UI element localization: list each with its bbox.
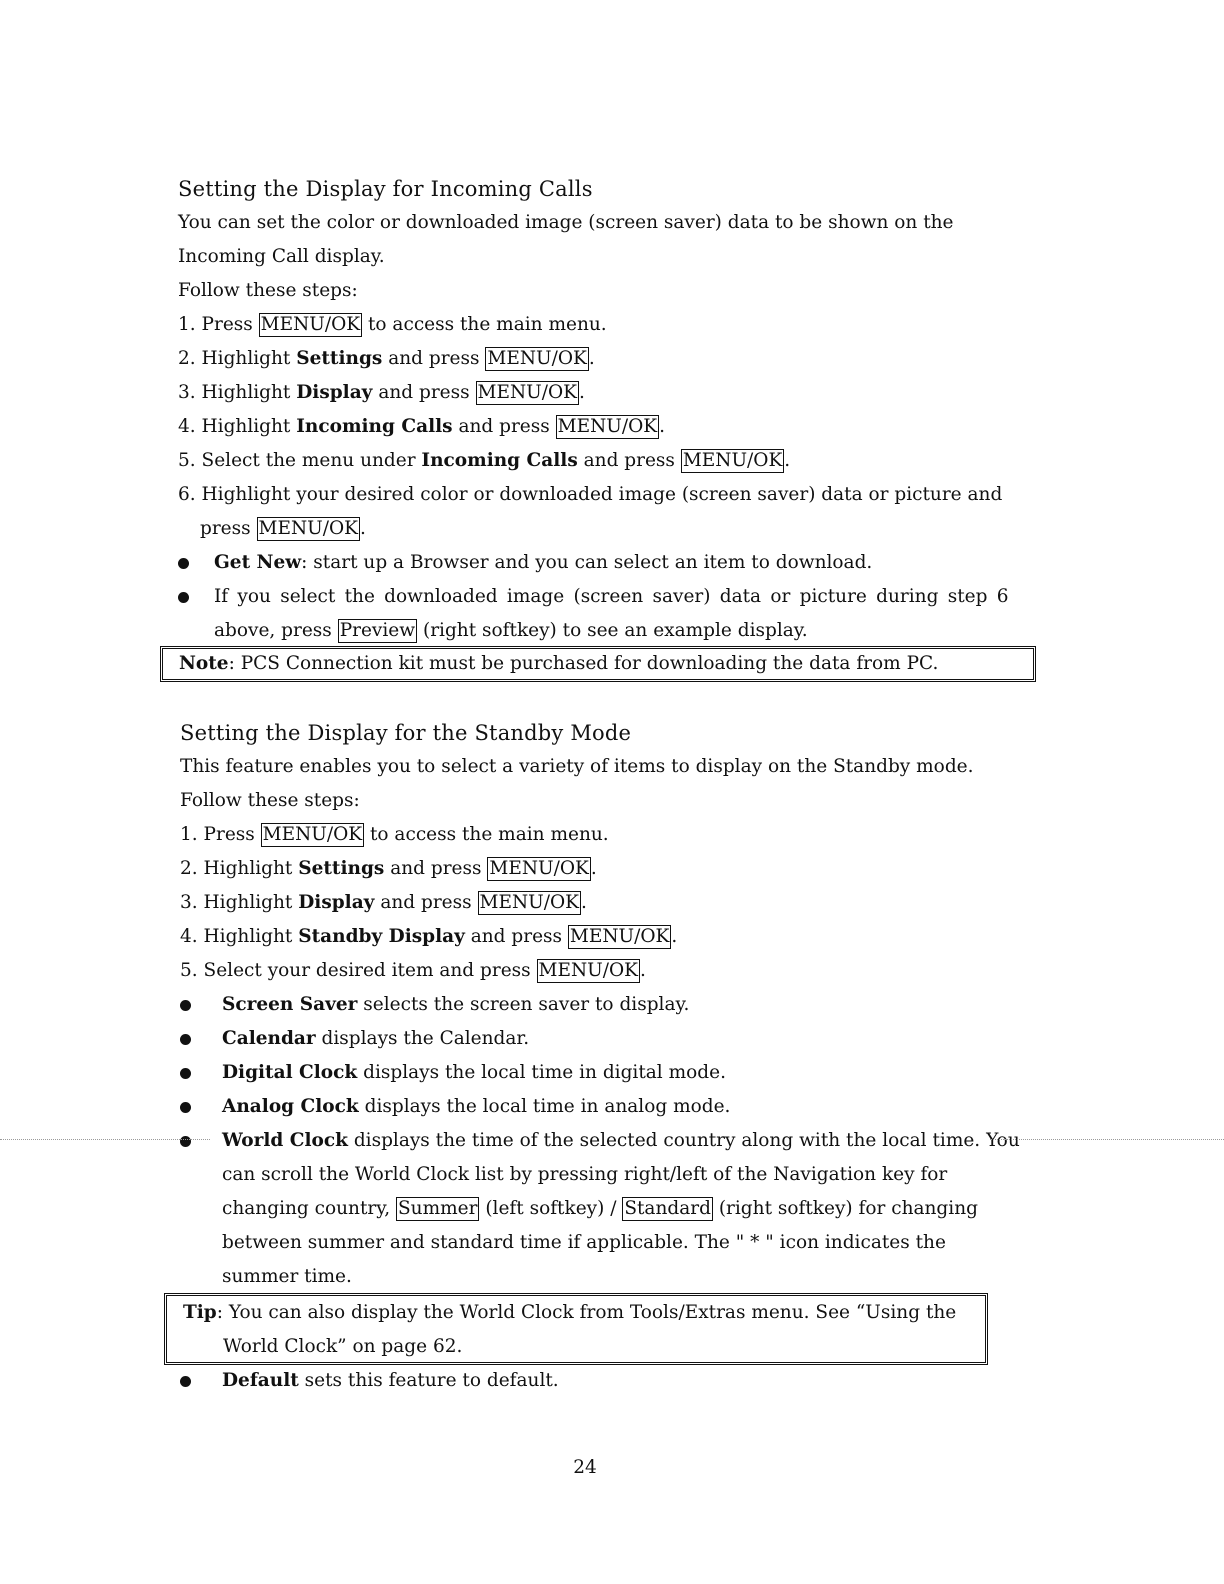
bullet-text (180, 1090, 1040, 1124)
bullet-desc: displays the local time in digital mode. (357, 1062, 726, 1083)
bullet-calendar (180, 1022, 1040, 1056)
bullet-desc: displays the local time in analog mode. (358, 1096, 731, 1117)
menu-ok-key: MENU/OK (479, 892, 579, 913)
bullet-text (180, 1124, 1040, 1158)
menu-ok-key: MENU/OK (260, 314, 361, 335)
bullet-dot (178, 592, 189, 603)
bullet-desc: selects the screen saver to display. (357, 994, 690, 1015)
menu-ok-key: MENU/OK (262, 824, 363, 845)
step-6: 6. Highlight your desired color or downloaded image (screen saver) data or picture and (178, 484, 1003, 505)
note-box (160, 646, 1036, 682)
step-item: Settings (298, 858, 385, 879)
bullet-desc: above, press (214, 620, 338, 641)
follow-steps-label: Follow these steps: (180, 790, 360, 811)
period: . (359, 518, 366, 539)
tip-line-continued: World Clock” on page 62. (223, 1336, 463, 1357)
bullet-text: If you select the downloaded image (screen saver) data or picture during step 6 (214, 586, 1009, 607)
note-text: : PCS Connection kit must be purchased for downloading the data from PC. (228, 653, 939, 674)
bullet-dot (180, 1376, 191, 1387)
step-2 (178, 342, 1038, 376)
menu-ok-key: MENU/OK (487, 348, 587, 369)
menu-ok-key: MENU/OK (489, 858, 589, 879)
note-label: Note (179, 653, 229, 674)
step-text: 2. Highlight (180, 858, 299, 879)
bullet-term: Analog Clock (222, 1096, 359, 1117)
bullet-term: World Clock (222, 1130, 348, 1151)
step-text: 4. Highlight (178, 416, 297, 437)
bullet-get-new (178, 546, 1038, 580)
tip-text: : You can also display the World Clock from Tools/Extras menu. See “Using the (216, 1302, 957, 1323)
period: . (580, 892, 587, 913)
bullet-term: Screen Saver (222, 994, 358, 1015)
step-item: Display (296, 382, 373, 403)
bullet-desc: (left softkey) / (479, 1198, 623, 1219)
bullet-text (180, 988, 1040, 1022)
bullet-dot (180, 1102, 191, 1113)
step-item: Settings (296, 348, 383, 369)
bullet-dot (180, 1000, 191, 1011)
bullet-term: Default (222, 1370, 299, 1391)
section-title: Setting the Display for the Standby Mode (180, 721, 632, 745)
step-text: 1. Press (180, 824, 261, 845)
tip-label: Tip (183, 1302, 217, 1323)
bullet-term: Calendar (222, 1028, 316, 1049)
bullet-dot (180, 1136, 191, 1147)
standard-key: Standard (624, 1198, 711, 1219)
bullet-text-continued (178, 614, 1038, 648)
step-text: and press (372, 382, 476, 403)
step-4 (178, 410, 1038, 444)
menu-ok-key: MENU/OK (557, 416, 658, 437)
step-5 (180, 954, 1040, 988)
period: . (588, 348, 595, 369)
step-6-continued (178, 512, 1038, 546)
bullet-text (180, 1056, 1040, 1090)
bullet-text-continued: can scroll the World Clock list by pressing right/left of the Navigation key for (222, 1164, 948, 1185)
bullet-desc: (right softkey) to see an example display. (417, 620, 808, 641)
bullet-dot (178, 558, 189, 569)
step-text: and press (382, 348, 486, 369)
step-text: 3. Highlight (178, 382, 297, 403)
bullet-analog-clock (180, 1090, 1040, 1124)
period: . (784, 450, 791, 471)
tip-line (183, 1296, 985, 1330)
step-4 (180, 920, 1040, 954)
bullet-text-continued: between summer and standard time if applicable. The " * " icon indicates the (222, 1232, 946, 1253)
step-item: Incoming Calls (296, 416, 453, 437)
bullet-world-clock (180, 1124, 1040, 1294)
bullet-desc: : start up a Browser and you can select an item to download. (301, 552, 873, 573)
step-text: and press (464, 926, 568, 947)
tip-box (164, 1293, 988, 1365)
period: . (659, 416, 665, 437)
bullet-digital-clock (180, 1056, 1040, 1090)
step-3 (180, 886, 1040, 920)
section-title: Setting the Display for Incoming Calls (178, 177, 593, 201)
bullet-screen-saver (180, 988, 1040, 1022)
step-text: 1. Press (178, 314, 259, 335)
bullet-desc: displays the Calendar. (315, 1028, 530, 1049)
step-2 (180, 852, 1040, 886)
period: . (671, 926, 678, 947)
menu-ok-key: MENU/OK (538, 960, 638, 981)
bullet-dot (180, 1034, 191, 1045)
step-item: Incoming Calls (421, 450, 578, 471)
step-text: and press (384, 858, 488, 879)
step-text: and press (452, 416, 556, 437)
period: . (640, 960, 646, 981)
step-1 (178, 308, 1038, 342)
bullet-text (180, 1022, 1040, 1056)
step-item: Display (298, 892, 375, 913)
bullet-term: Get New (214, 552, 302, 573)
menu-ok-key: MENU/OK (682, 450, 783, 471)
bullet-dot (180, 1068, 191, 1079)
step-text: to access the main menu. (362, 314, 607, 335)
bullet-default (180, 1364, 1040, 1398)
step-text: 4. Highlight (180, 926, 299, 947)
step-text: and press (374, 892, 478, 913)
section-standby-mode (180, 716, 1040, 1294)
menu-ok-key: MENU/OK (477, 382, 577, 403)
step-text: press (200, 518, 257, 539)
step-text: 5. Select the menu under (178, 450, 422, 471)
intro-line: Incoming Call display. (178, 246, 385, 267)
step-3 (178, 376, 1038, 410)
period: . (590, 858, 597, 879)
step-text: to access the main menu. (364, 824, 609, 845)
page-number: 24 (573, 1457, 597, 1478)
bullet-desc: changing country, (222, 1198, 396, 1219)
bullet-text-continued (180, 1192, 1040, 1226)
step-text: 5. Select your desired item and press (180, 960, 537, 981)
bullet-text (178, 546, 1038, 580)
step-text: 2. Highlight (178, 348, 297, 369)
step-1 (180, 818, 1040, 852)
step-text: and press (577, 450, 681, 471)
bullet-desc: sets this feature to default. (298, 1370, 559, 1391)
summer-key: Summer (397, 1198, 478, 1219)
intro-line: You can set the color or downloaded image (screen saver) data to be shown on the (178, 212, 954, 233)
step-text: 3. Highlight (180, 892, 299, 913)
bullet-term: Digital Clock (222, 1062, 358, 1083)
section-incoming-calls (178, 172, 1038, 648)
scan-rule (0, 1139, 210, 1140)
bullet-desc: displays the time of the selected country along with the local time. You (347, 1130, 1020, 1151)
bullet-desc: (right softkey) for changing (712, 1198, 978, 1219)
period: . (578, 382, 585, 403)
menu-ok-key: MENU/OK (569, 926, 670, 947)
scan-rule (990, 1139, 1224, 1140)
step-item: Standby Display (298, 926, 465, 947)
bullet-text (180, 1364, 1040, 1398)
step-5 (178, 444, 1038, 478)
preview-key: Preview (339, 620, 416, 641)
intro-line: This feature enables you to select a variety of items to display on the Standby mode. (180, 756, 974, 777)
bullet-text-continued: summer time. (222, 1266, 352, 1287)
bullet-preview (178, 580, 1038, 648)
menu-ok-key: MENU/OK (258, 518, 358, 539)
follow-steps-label: Follow these steps: (178, 280, 358, 301)
